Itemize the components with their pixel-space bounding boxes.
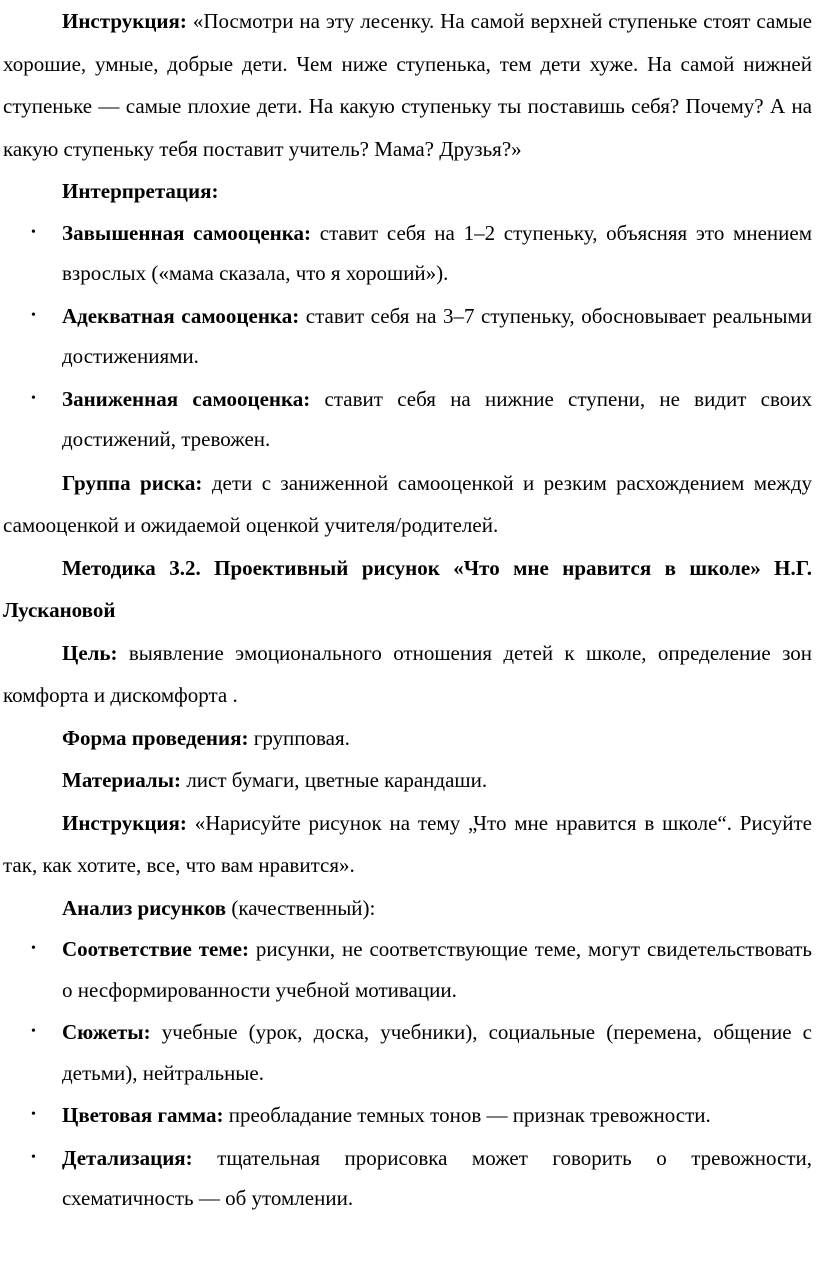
form-text: групповая.: [248, 725, 350, 750]
list-item: [3, 296, 812, 377]
list-item: [3, 929, 812, 1010]
materials-text: лист бумаги, цветные карандаши.: [181, 768, 488, 792]
list-item-text: ставит себя на 1–2 ступеньку, объясняя это мнением взрослых («мама сказала, что я хороший»).: [62, 220, 812, 285]
list-item: [3, 1095, 812, 1136]
goal-paragraph: [3, 632, 812, 717]
risk-group-label: Группа риска:: [62, 470, 203, 495]
list-item-label: Завышенная самооценка:: [62, 220, 312, 245]
interpretation-list: [3, 213, 812, 460]
bullet-icon: •: [31, 390, 36, 406]
list-item-text: рисунки, не соответствующие теме, могут свидетельствовать о несформированности учебной мотивации.: [62, 937, 812, 1002]
list-item: [3, 1012, 812, 1093]
goal-label: Цель:: [62, 640, 118, 665]
list-item-text: тщательная прорисовка может говорить о тревожности, схематичность — об утомлении.: [62, 1145, 812, 1210]
analysis-heading: [3, 887, 812, 930]
materials-paragraph: [3, 759, 812, 802]
bullet-icon: •: [31, 941, 36, 956]
bullet-icon: •: [31, 307, 36, 323]
drawing-instruction-label: Инструкция:: [62, 810, 187, 835]
bullet-icon: •: [31, 1024, 36, 1039]
list-item-label: Адекватная самооценка:: [62, 303, 300, 328]
analysis-list: [3, 929, 812, 1219]
goal-text: выявление эмоционального отношения детей к школе, определение зон комфорта и дискомфорта .: [3, 640, 812, 707]
list-item-label: Соответствие теме:: [62, 937, 249, 961]
list-item-text: учебные (урок, доска, учебники), социальные (перемена, общение с детьми), нейтральные.: [62, 1020, 812, 1085]
form-label: Форма проведения:: [62, 725, 249, 750]
ladder-instruction-paragraph: [3, 0, 812, 170]
analysis-text: (качественный):: [226, 895, 376, 920]
list-item: [3, 379, 812, 460]
ladder-instruction-text: «Посмотри на эту лесенку. На самой верхней ступеньке стоят самые хорошие, умные, добрые дети. Чем ниже ступенька, тем дети хуже. На самой нижней ступеньке — самые плохие дети. На какую ступеньку ты поставишь себя? Почему? А на какую ступеньку тебя поставит учитель? Мама? Друзья?»: [3, 9, 812, 161]
interpretation-heading: Интерпретация:: [62, 179, 219, 203]
drawing-instruction-text: «Нарисуйте рисунок на тему „Что мне нравится в школе“. Рисуйте так, как хотите, все, что вам нравится».: [3, 810, 812, 877]
list-item-text: ставит себя на 3–7 ступеньку, обосновывает реальными достижениями.: [62, 303, 812, 368]
bullet-icon: •: [31, 224, 36, 240]
list-item: [3, 1138, 812, 1219]
list-item-label: Заниженная самооценка:: [62, 386, 311, 411]
list-item-label: Цветовая гамма:: [62, 1103, 224, 1127]
ladder-instruction-label: Инструкция:: [62, 9, 187, 33]
materials-label: Материалы:: [62, 768, 182, 792]
list-item-text: ставит себя на нижние ступени, не видит своих достижений, тревожен.: [62, 386, 812, 451]
drawing-instruction-paragraph: [3, 802, 812, 887]
method-title: Методика 3.2. Проективный рисунок «Что мне нравится в школе» Н.Г. Лускановой: [3, 555, 812, 622]
form-paragraph: [3, 717, 812, 760]
list-item-label: Сюжеты:: [62, 1020, 151, 1044]
analysis-label: Анализ рисунков: [62, 895, 227, 920]
risk-group-paragraph: [3, 462, 812, 547]
list-item-label: Детализация:: [62, 1145, 193, 1170]
bullet-icon: •: [31, 1107, 36, 1122]
list-item: [3, 213, 812, 294]
list-item-text: преобладание темных тонов — признак тревожности.: [223, 1103, 711, 1127]
risk-group-text: дети с заниженной самооценкой и резким расхождением между самооценкой и ожидаемой оценкой учителя/родителей.: [3, 470, 813, 537]
bullet-icon: •: [31, 1149, 36, 1165]
